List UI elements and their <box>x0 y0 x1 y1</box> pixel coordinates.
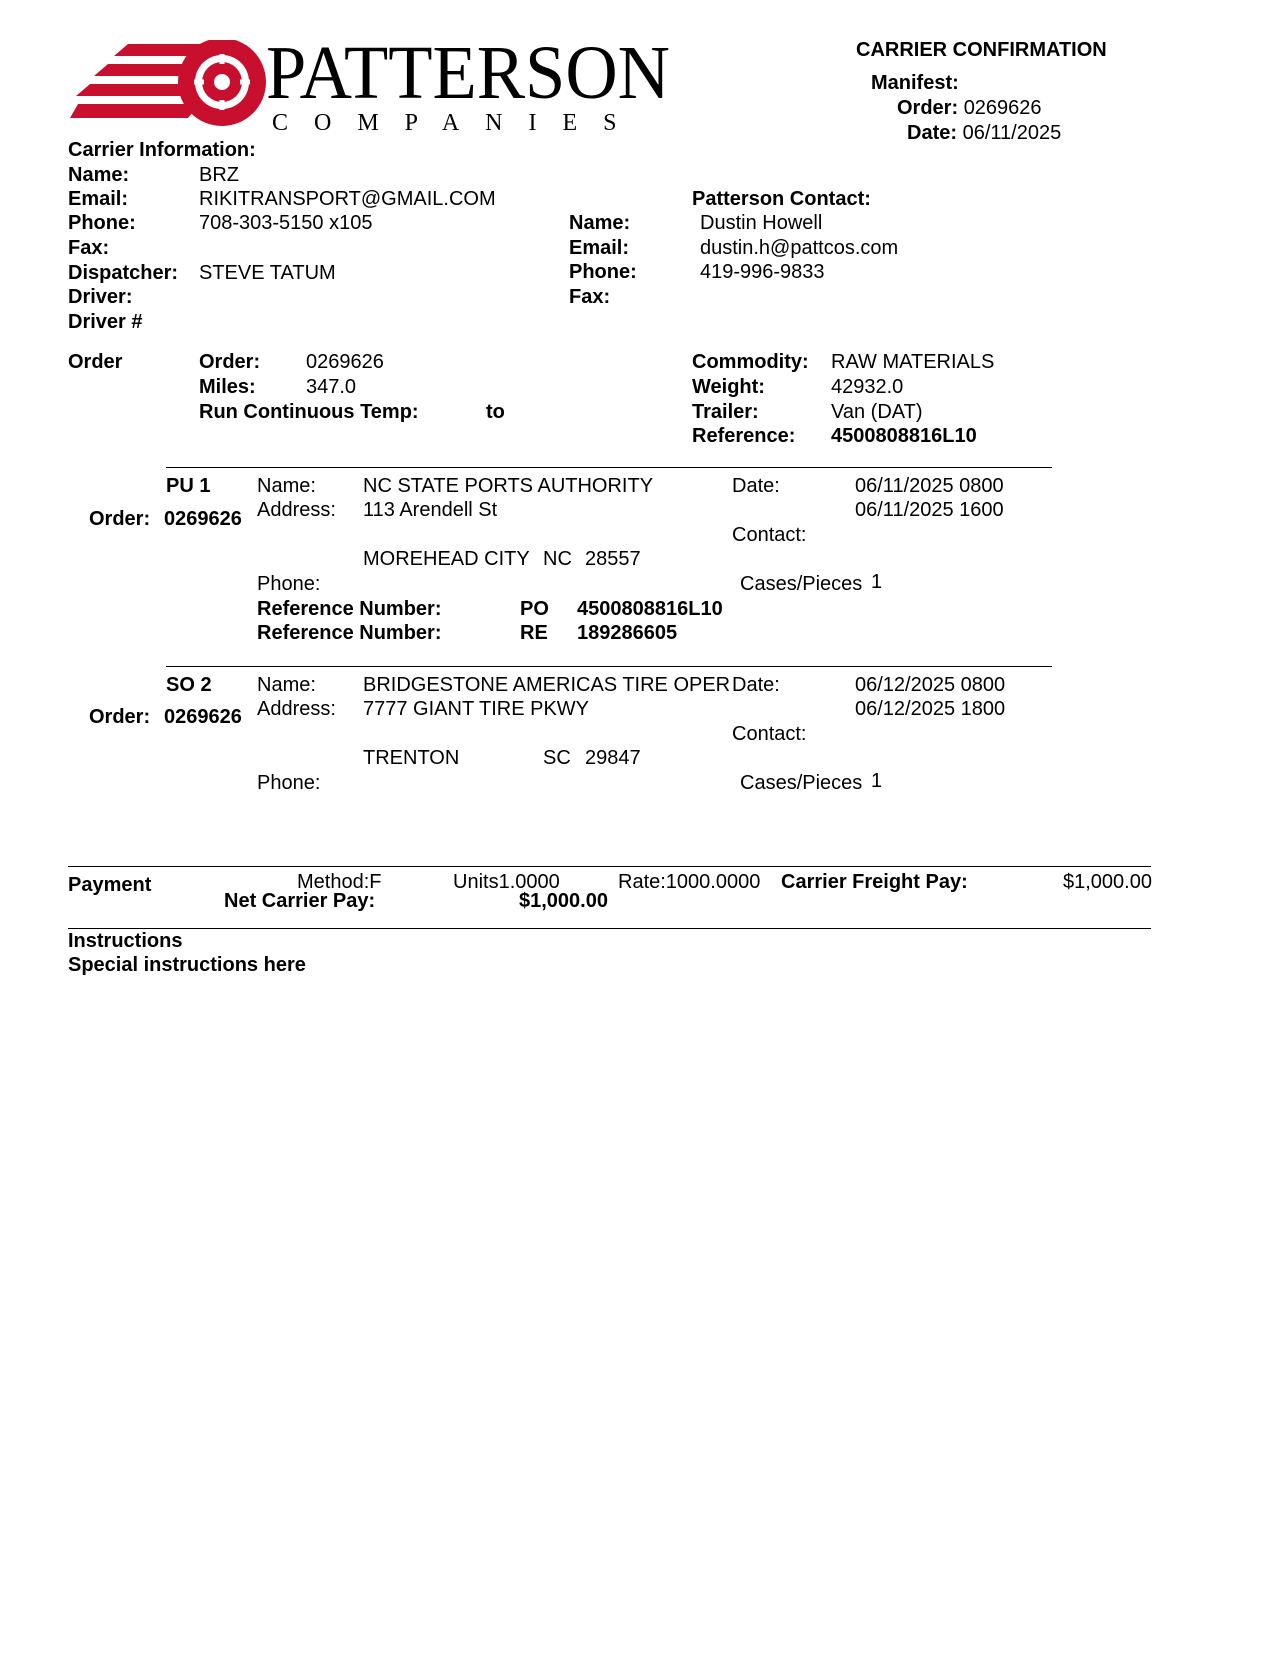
stop-2-divider <box>166 666 1052 667</box>
header-order-value: 0269626 <box>963 97 1042 119</box>
payment-label: Payment <box>68 874 152 896</box>
stop-1-name-value: NC STATE PORTS AUTHORITY <box>363 475 654 497</box>
header-order-label: Order: <box>897 97 959 119</box>
trailer-value: Van (DAT) <box>831 401 923 423</box>
carrier-fax-label: Fax: <box>68 237 110 259</box>
logo-wordmark: PATTERSON <box>266 40 670 115</box>
header-order <box>897 96 1042 120</box>
freight-pay-value: $1,000.00 <box>1063 871 1152 893</box>
stop-2-zip: 29847 <box>585 747 641 769</box>
header-date <box>907 121 1061 145</box>
commodity-label: Commodity: <box>692 351 809 373</box>
carrier-phone-label: Phone: <box>68 212 136 234</box>
document-title: CARRIER CONFIRMATION <box>856 39 1107 61</box>
net-pay-label: Net Carrier Pay: <box>224 890 376 912</box>
stop-2-order-label: Order: <box>89 706 151 728</box>
patterson-logo <box>70 40 710 140</box>
order-number-label: Order: <box>199 351 261 373</box>
net-pay-value: $1,000.00 <box>519 890 608 912</box>
stop-1-ref-1-label: Reference Number: <box>257 598 442 620</box>
patterson-contact-heading: Patterson Contact: <box>692 188 871 210</box>
stop-1-order-label: Order: <box>89 508 151 530</box>
stop-2-date-label: Date: <box>732 674 780 696</box>
order-temp-label: Run Continuous Temp: <box>199 401 419 423</box>
freight-pay-label: Carrier Freight Pay: <box>781 871 968 893</box>
stop-2-cases-label: Cases/Pieces <box>740 772 863 794</box>
payment-method: Method:F <box>297 871 382 893</box>
stop-1-date-from: 06/11/2025 0800 <box>855 475 1004 497</box>
contact-name-label: Name: <box>569 212 631 234</box>
header-date-label: Date: <box>907 122 958 144</box>
logo-wheel-icon <box>178 40 266 126</box>
carrier-phone-value: 708-303-5150 x105 <box>199 212 373 234</box>
carrier-email-label: Email: <box>68 188 129 210</box>
contact-email-label: Email: <box>569 237 630 259</box>
stop-1-date-to: 06/11/2025 1600 <box>855 499 1004 521</box>
contact-fax-label: Fax: <box>569 286 611 308</box>
order-section-label: Order <box>68 351 123 373</box>
stop-1-ref-1-type: PO <box>520 598 549 620</box>
stop-1-state: NC <box>543 548 572 570</box>
order-miles-value: 347.0 <box>306 376 357 398</box>
weight-label: Weight: <box>692 376 765 398</box>
stop-1-city: MOREHEAD CITY <box>363 548 530 570</box>
stop-1-ref-2-value: 189286605 <box>577 622 678 644</box>
instructions-heading: Instructions <box>68 930 183 952</box>
stop-2-date-from: 06/12/2025 0800 <box>855 674 1006 696</box>
reference-label: Reference: <box>692 425 796 447</box>
contact-phone-label: Phone: <box>569 261 637 283</box>
stop-1-phone-label: Phone: <box>257 573 321 595</box>
stop-1-ref-1-value: 4500808816L10 <box>577 598 723 620</box>
commodity-value: RAW MATERIALS <box>831 351 995 373</box>
stop-1-zip: 28557 <box>585 548 641 570</box>
stop-2-date-to: 06/12/2025 1800 <box>855 698 1006 720</box>
stop-1-label: PU 1 <box>166 475 211 497</box>
contact-name-value: Dustin Howell <box>700 212 823 234</box>
stop-1-ref-2-label: Reference Number: <box>257 622 442 644</box>
stop-2-phone-label: Phone: <box>257 772 321 794</box>
stop-2-cases-value: 1 <box>871 770 883 792</box>
contact-phone-value: 419-996-9833 <box>700 261 825 283</box>
stop-2-name-value: BRIDGESTONE AMERICAS TIRE OPER <box>363 674 731 696</box>
stop-1-date-label: Date: <box>732 475 780 497</box>
stop-1-address-label: Address: <box>257 499 336 521</box>
carrier-name-label: Name: <box>68 164 130 186</box>
payment-top-divider <box>68 866 1151 867</box>
stop-1-contact-label: Contact: <box>732 524 807 546</box>
manifest-label: Manifest: <box>871 72 959 94</box>
order-temp-to: to <box>486 401 505 423</box>
carrier-email-value: RIKITRANSPORT@GMAIL.COM <box>199 188 496 210</box>
stop-1-ref-2-type: RE <box>520 622 548 644</box>
payment-units: Units1.0000 <box>453 871 560 893</box>
stop-1-address-value: 113 Arendell St <box>363 499 498 521</box>
carrier-dispatcher-value: STEVE TATUM <box>199 262 336 284</box>
carrier-driver-number-label: Driver # <box>68 311 143 333</box>
stop-2-state: SC <box>543 747 571 769</box>
carrier-driver-label: Driver: <box>68 286 133 308</box>
stop-1-cases-label: Cases/Pieces <box>740 573 863 595</box>
stop-2-order-value: 0269626 <box>164 706 242 728</box>
logo-subtext: COMPANIES <box>272 110 643 136</box>
payment-rate: Rate:1000.0000 <box>618 871 761 893</box>
order-miles-label: Miles: <box>199 376 256 398</box>
stop-2-contact-label: Contact: <box>732 723 807 745</box>
weight-value: 42932.0 <box>831 376 904 398</box>
stop-1-order-value: 0269626 <box>164 508 242 530</box>
carrier-dispatcher-label: Dispatcher: <box>68 262 179 284</box>
stop-2-name-label: Name: <box>257 674 316 696</box>
trailer-label: Trailer: <box>692 401 759 423</box>
stop-2-address-value: 7777 GIANT TIRE PKWY <box>363 698 590 720</box>
stop-1-name-label: Name: <box>257 475 316 497</box>
instructions-text: Special instructions here <box>68 954 306 976</box>
contact-email-value: dustin.h@pattcos.com <box>700 237 899 259</box>
stop-1-divider <box>166 467 1052 468</box>
carrier-name-value: BRZ <box>199 164 239 186</box>
stop-2-address-label: Address: <box>257 698 336 720</box>
stop-1-cases-value: 1 <box>871 571 883 593</box>
order-number-value: 0269626 <box>306 351 384 373</box>
reference-value: 4500808816L10 <box>831 425 977 447</box>
payment-bottom-divider <box>68 928 1151 929</box>
header-date-value: 06/11/2025 <box>962 122 1062 144</box>
stop-2-city: TRENTON <box>363 747 460 769</box>
carrier-info-heading: Carrier Information: <box>68 139 256 161</box>
stop-2-label: SO 2 <box>166 674 212 696</box>
